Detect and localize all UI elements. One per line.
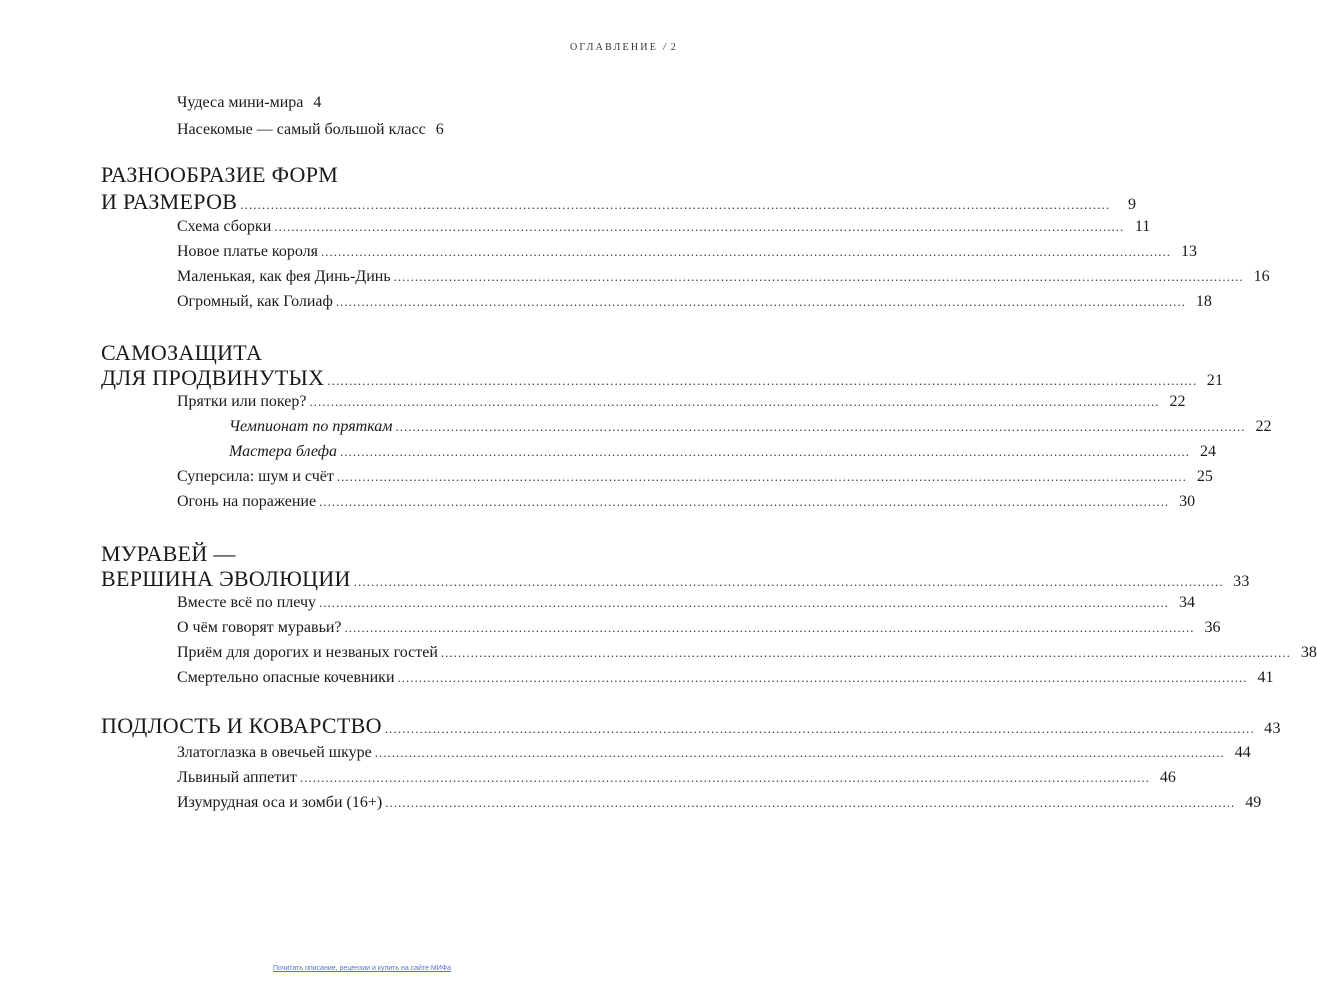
dot-leader: ........................................................................................................................................................................................................ — [353, 574, 1224, 589]
toc-intro-entry — [177, 121, 444, 139]
toc-entry-page: 13 — [1181, 243, 1198, 260]
toc-section-title: ПОДЛОСТЬ И КОВАРСТВО — [101, 713, 382, 738]
dot-leader: ........................................................................................................................................................................................................ — [321, 244, 1172, 259]
toc-entry-page: 4 — [313, 94, 322, 111]
toc-entry — [177, 243, 1198, 261]
toc-section-row — [101, 566, 1250, 592]
running-head — [570, 42, 678, 53]
dot-leader: ........................................................................................................................................................................................................ — [319, 595, 1170, 610]
dot-leader: ........................................................................................................................................................................................................ — [344, 620, 1195, 635]
toc-entry-title: Суперсила: шум и счёт — [177, 468, 334, 485]
toc-entry — [177, 769, 1176, 787]
toc-entry-page: 38 — [1300, 644, 1317, 661]
toc-entry-title: Насекомые — самый большой класс — [177, 121, 426, 138]
toc-section-title: МУРАВЕЙ — — [101, 541, 236, 566]
dot-leader: ........................................................................................................................................................................................................ — [335, 294, 1186, 309]
running-head-separator: / — [663, 42, 666, 53]
dot-leader: ........................................................................................................................................................................................................ — [299, 770, 1150, 785]
dot-leader: ........................................................................................................................................................................................................ — [309, 394, 1160, 409]
toc-entry-title: Чемпионат по пряткам — [229, 418, 393, 435]
toc-entry-page: 22 — [1169, 393, 1186, 410]
footer-link[interactable]: Почитать описание, рецензии и купить на сайте МИФа — [272, 965, 452, 972]
toc-entry-page: 24 — [1199, 443, 1216, 460]
toc-entry-title: Златоглазка в овечьей шкуре — [177, 744, 372, 761]
toc-entry-title: Прятки или покер? — [177, 393, 307, 410]
toc-entry — [177, 218, 1151, 236]
dot-leader: ........................................................................................................................................................................................................ — [397, 670, 1248, 685]
toc-entry-title: Приём для дорогих и незваных гостей — [177, 644, 438, 661]
toc-entry-title: Маленькая, как фея Динь-Динь — [177, 268, 391, 285]
dot-leader: ........................................................................................................................................................................................................ — [327, 373, 1198, 388]
toc-entry-page: 9 — [1127, 196, 1137, 213]
toc-entry-title: Львиный аппетит — [177, 769, 297, 786]
dot-leader: ........................................................................................................................................................................................................ — [374, 745, 1225, 760]
toc-entry — [177, 794, 1262, 812]
toc-entry — [177, 268, 1270, 286]
toc-entry — [177, 644, 1317, 662]
toc-entry-page: 49 — [1245, 794, 1262, 811]
toc-entry-title: Схема сборки — [177, 218, 272, 235]
dot-leader: ........................................................................................................................................................................................................ — [384, 721, 1255, 736]
running-head-title: ОГЛАВЛЕНИЕ — [570, 42, 659, 53]
dot-leader: ........................................................................................................................................................................................................ — [385, 795, 1236, 810]
toc-section-title: ДЛЯ ПРОДВИНУТЫХ — [101, 365, 325, 390]
toc-section-row — [101, 365, 1224, 391]
dot-leader: ........................................................................................................................................................................................................ — [393, 269, 1244, 284]
toc-entry — [177, 293, 1212, 311]
toc-entry-title: О чём говорят муравьи? — [177, 619, 342, 636]
toc-section-title: ВЕРШИНА ЭВОЛЮЦИИ — [101, 566, 351, 591]
dot-leader: ........................................................................................................................................................................................................ — [274, 219, 1125, 234]
toc-entry-title: Огонь на поражение — [177, 493, 317, 510]
toc-entry-page: 36 — [1204, 619, 1221, 636]
toc-section-title: И РАЗМЕРОВ — [101, 189, 238, 214]
dot-leader: ........................................................................................................................................................................................................ — [336, 469, 1187, 484]
toc-entry — [229, 443, 1216, 461]
toc-entry-page: 6 — [435, 121, 444, 138]
toc-entry — [177, 619, 1221, 637]
dot-leader: ........................................................................................................................................................................................................ — [240, 197, 1111, 212]
dot-leader: ........................................................................................................................................................................................................ — [319, 494, 1170, 509]
toc-entry-page: 41 — [1257, 669, 1274, 686]
toc-section-row — [101, 713, 1281, 739]
running-head-page-number: 2 — [670, 42, 678, 53]
toc-entry — [177, 468, 1213, 486]
toc-entry — [229, 418, 1272, 436]
toc-entry-title: Мастера блефа — [229, 443, 337, 460]
toc-entry-title: Вместе всё по плечу — [177, 594, 317, 611]
toc-entry-page: 34 — [1179, 594, 1196, 611]
dot-leader: ........................................................................................................................................................................................................ — [395, 419, 1246, 434]
toc-entry-title: Изумрудная оса и зомби (16+) — [177, 794, 383, 811]
toc-entry-page: 16 — [1253, 268, 1270, 285]
toc-entry — [177, 744, 1251, 762]
toc-entry-title: Смертельно опасные кочевники — [177, 669, 395, 686]
toc-section-title: РАЗНООБРАЗИЕ ФОРМ — [101, 162, 339, 187]
toc-entry — [177, 594, 1196, 612]
toc-intro-entry — [177, 94, 321, 112]
toc-entry-page: 30 — [1179, 493, 1196, 510]
toc-entry-title: Огромный, как Голиаф — [177, 293, 333, 310]
toc-section-row — [101, 189, 1137, 215]
toc-entry-page: 22 — [1255, 418, 1272, 435]
toc-entry — [177, 393, 1186, 411]
toc-entry-page: 11 — [1134, 218, 1151, 235]
toc-entry-page: 46 — [1159, 769, 1176, 786]
toc-entry — [177, 493, 1196, 511]
toc-entry-title: Чудеса мини-мира — [177, 94, 304, 111]
dot-leader: ........................................................................................................................................................................................................ — [440, 645, 1291, 660]
toc-entry-page: 43 — [1264, 720, 1281, 737]
toc-entry-page: 33 — [1233, 573, 1250, 590]
toc-entry-title: Новое платье короля — [177, 243, 319, 260]
toc-section-title: САМОЗАЩИТА — [101, 340, 263, 365]
toc-entry-page: 21 — [1206, 372, 1224, 389]
toc-entry-page: 25 — [1196, 468, 1213, 485]
toc-entry — [177, 669, 1274, 687]
dot-leader: ........................................................................................................................................................................................................ — [339, 444, 1190, 459]
toc-entry-page: 18 — [1195, 293, 1212, 310]
toc-entry-page: 44 — [1234, 744, 1251, 761]
